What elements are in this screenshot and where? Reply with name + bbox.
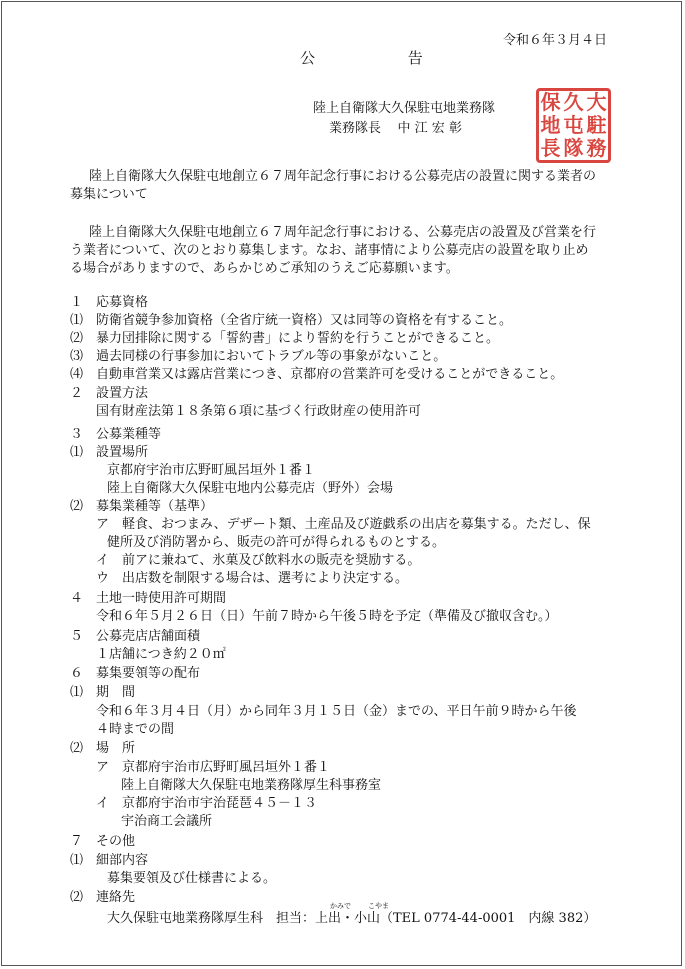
subject-line: 募集について [70,187,148,202]
list-item: イ 京都府宇治市宇治琵琶４５－１３ [96,796,318,811]
section-body: 京都府宇治市広野町風呂垣外１番１ [107,463,316,478]
seal-char: 地 [540,113,561,137]
list-item: ⑴ 細部内容 [70,853,149,868]
seal-char: 隊 [563,136,584,160]
official-seal-stamp [536,88,611,163]
section-heading: ５ 公募売店店舗面積 [70,629,201,644]
seal-char: 大 [586,90,607,114]
section-body: 陸上自衛隊大久保駐屯地業務隊厚生科事務室 [121,778,382,793]
issuer-name: 中 江 宏 彰 [397,121,462,136]
section-body: 陸上自衛隊大久保駐屯地内公募売店（野外）会場 [107,481,394,496]
list-item: ア 軽食、おつまみ、デザート類、土産品及び遊戯系の出店を募集する。ただし、保 [96,517,591,532]
intro-paragraph-line: う業者について、次のとおり募集します。なお、諸事情により公募売店の設置を取り止め [70,243,589,258]
section-heading: １ 応募資格 [70,295,149,310]
seal-char: 駐 [586,113,607,137]
issuer-signature [329,121,462,137]
contact-info: 大久保駐屯地業務隊厚生科 担当：上出・小山（TEL 0774-44-0001 内線 382） [107,911,597,926]
issuer-org: 陸上自衛隊大久保駐屯地業務隊 [313,101,496,116]
section-heading: ６ 募集要領等の配布 [70,666,201,681]
notice-title: 公 告 [300,49,467,67]
intro-paragraph-line: 陸上自衛隊大久保駐屯地創立６７周年記念行事における、公募売店の設置及び営業を行 [89,225,597,240]
intro-paragraph-line: る場合がありますので、あらかじめご承知のうえご応募願います。 [70,261,459,276]
section-heading: ２ 設置方法 [70,386,149,401]
seal-char: 屯 [563,113,584,137]
list-item: ⑴ 設置場所 [70,445,149,460]
seal-char: 務 [586,136,607,160]
section-heading: ４ 土地一時使用許可期間 [70,591,227,606]
seal-char: 長 [540,136,561,160]
list-item: ⑵ 場 所 [70,741,136,756]
section-body: 健所及び消防署から、販売の許可が得られるものとする。 [107,535,446,550]
section-heading: ７ その他 [70,834,136,849]
list-item: ⑵ 暴力団排除に関する「誓約書」により誓約を行うことができること。 [70,331,500,346]
section-body: 令和６年３月４日（月）から同年３月１５日（金）までの、平日午前９時から午後 [96,704,577,719]
list-item: ア 京都府宇治市広野町風呂垣外１番１ [96,760,331,775]
section-body: １店舗につき約２０㎡ [96,647,226,662]
list-item: ⑴ 期 間 [70,685,136,700]
issuer-position: 業務隊長 [329,121,382,136]
section-body: 国有財産法第１８条第６項に基づく行政財産の使用許可 [96,404,422,419]
section-body: 募集要領及び仕様書による。 [107,871,277,886]
furigana-kamide: かみで [330,902,351,910]
section-body: 宇治商工会議所 [121,814,213,829]
section-body: ４時までの間 [96,722,175,737]
list-item: ⑴ 防衛省競争参加資格（全省庁統一資格）又は同等の資格を有すること。 [70,313,513,328]
list-item: ⑵ 連絡先 [70,890,136,905]
list-item: ⑷ 自動車営業又は露店営業につき、京都府の営業許可を受けることができること。 [70,367,564,382]
list-item: ⑵ 募集業種等（基準） [70,499,214,514]
subject-line: 陸上自衛隊大久保駐屯地創立６７周年記念行事における公募売店の設置に関する業者の [89,169,597,184]
section-heading: ３ 公募業種等 [70,427,162,442]
list-item: ⑶ 過去同様の行事参加においてトラブル等の事象がないこと。 [70,349,447,364]
notice-date: 令和６年３月４日 [502,33,607,48]
furigana-koyama: こやま [368,902,389,910]
section-body: 令和６年５月２６日（日）午前７時から午後５時を予定（準備及び撤収含む。） [96,609,558,624]
list-item: イ 前アに兼ねて、氷菓及び飲料水の販売を奨励する。 [96,553,421,568]
seal-char: 久 [563,90,584,114]
list-item: ウ 出店数を制限する場合は、選考により決定する。 [96,571,409,586]
seal-char: 保 [540,90,561,114]
